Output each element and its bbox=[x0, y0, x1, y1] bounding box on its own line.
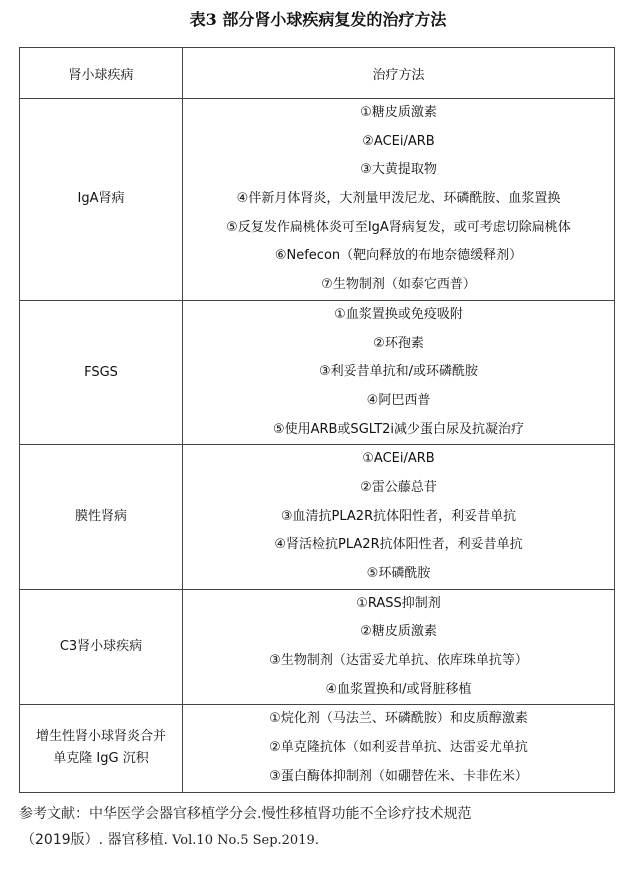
reference-line-2-cn: （2019版）. 器官移植. bbox=[21, 832, 168, 848]
treatment-item: ⑤环磷酰胺 bbox=[366, 566, 431, 581]
table-row bbox=[20, 445, 615, 589]
treatment-item: ⑥Nefecon（靶向释放的布地奈德缓释剂） bbox=[274, 248, 523, 264]
treatment-item: ②糖皮质激素 bbox=[360, 624, 437, 640]
table-row bbox=[20, 300, 615, 444]
reference-note bbox=[19, 801, 619, 854]
treatment-item: ②环孢素 bbox=[373, 335, 424, 351]
treatment-item: ③蛋白酶体抑制剂（如硼替佐米、卡非佐米） bbox=[269, 768, 528, 784]
treatment-cell bbox=[183, 99, 615, 301]
disease-cell: IgA肾病 bbox=[20, 99, 183, 301]
treatment-item: ⑤使用ARB或SGLT2i减少蛋白尿及抗凝治疗 bbox=[272, 421, 525, 437]
header-treatment: 治疗方法 bbox=[183, 48, 615, 99]
treatment-item: ①糖皮质激素 bbox=[360, 105, 437, 120]
reference-line-2 bbox=[19, 827, 619, 854]
header-disease: 肾小球疾病 bbox=[20, 48, 183, 99]
treatment-cell bbox=[183, 300, 615, 444]
treatment-item: ③大黄提取物 bbox=[360, 162, 437, 178]
table-row bbox=[20, 589, 615, 705]
treatment-cell bbox=[183, 589, 615, 705]
treatment-item: ③利妥昔单抗和/或环磷酰胺 bbox=[318, 364, 479, 380]
treatment-table bbox=[19, 47, 615, 793]
disease-cell: 膜性肾病 bbox=[20, 445, 183, 589]
disease-cell: FSGS bbox=[20, 300, 183, 444]
treatment-cell bbox=[183, 445, 615, 589]
treatment-item: ⑤反复发作扁桃体炎可至IgA肾病复发，或可考虑切除扁桃体 bbox=[226, 219, 571, 235]
reference-line-1: 参考文献：中华医学会器官移植学分会.慢性移植肾功能不全诊疗技术规范 bbox=[19, 806, 472, 822]
treatment-item: ②ACEi/ARB bbox=[362, 133, 435, 149]
disease-cell: C3肾小球疾病 bbox=[20, 589, 183, 705]
table-row bbox=[20, 99, 615, 301]
treatment-item: ②雷公藤总苷 bbox=[360, 479, 437, 495]
disease-cell bbox=[20, 705, 183, 792]
treatment-item: ④伴新月体肾炎，大剂量甲泼尼龙、环磷酰胺、血浆置换 bbox=[236, 191, 561, 207]
treatment-item: ①血浆置换或免疫吸附 bbox=[334, 306, 463, 322]
treatment-item: ④阿巴西普 bbox=[366, 392, 431, 408]
reference-line-2-en: Vol.10 No.5 Sep.2019. bbox=[167, 833, 319, 848]
disease-line: 单克隆 IgG 沉积 bbox=[53, 751, 149, 767]
treatment-item: ④血浆置换和/或肾脏移植 bbox=[325, 681, 472, 697]
treatment-item: ①RASS抑制剂 bbox=[356, 595, 441, 611]
treatment-item: ①ACEi/ARB bbox=[362, 451, 435, 467]
treatment-item: ④肾活检抗PLA2R抗体阳性者，利妥昔单抗 bbox=[274, 537, 523, 553]
treatment-item: ①烷化剂（马法兰、环磷酰胺）和皮质醇激素 bbox=[269, 711, 528, 727]
disease-line: 增生性肾小球肾炎合并 bbox=[35, 729, 166, 745]
treatment-item: ⑦生物制剂（如泰它西普） bbox=[321, 277, 476, 293]
treatment-cell bbox=[183, 705, 615, 792]
treatment-item: ③血清抗PLA2R抗体阳性者，利妥昔单抗 bbox=[280, 508, 517, 524]
treatment-item: ③生物制剂（达雷妥尤单抗、依库珠单抗等） bbox=[269, 653, 528, 669]
table-row bbox=[20, 705, 615, 792]
table-title: 表3 部分肾小球疾病复发的治疗方法 bbox=[189, 10, 447, 29]
table-header-row bbox=[20, 48, 615, 99]
treatment-item: ②单克隆抗体（如利妥昔单抗、达雷妥尤单抗 bbox=[269, 740, 528, 756]
